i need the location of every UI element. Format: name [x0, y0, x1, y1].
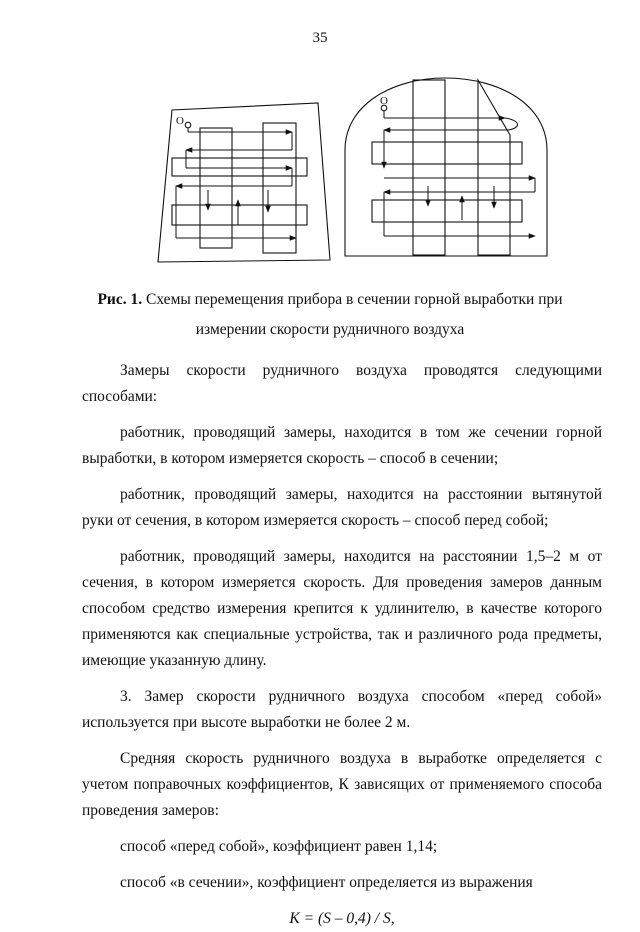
paragraph-4: работник, проводящий замеры, находится на расстоянии 1,5–2 м от сечения, в котором измеряется скорость. Для проведения замеров данным способом средство измерения крепится к удлинителю, в качестве которого применяются как специальные устройства, так и различного рода предметы, имеющие указанную длину.: [82, 548, 602, 669]
figure-measurement-schemes: [0, 0, 640, 280]
right-scheme: [345, 78, 547, 256]
right-origin-label: O: [380, 95, 388, 107]
paragraph-5: 3. Замер скорости рудничного воздуха способом «перед собой» используется при высоте выработки не более 2 м.: [82, 688, 602, 731]
left-origin-label: O: [176, 115, 184, 127]
right-band-2: [478, 80, 510, 255]
left-band-1: [200, 128, 232, 248]
arch-outline: [345, 78, 547, 256]
left-band-h2: [172, 205, 307, 225]
right-band-h2: [372, 200, 522, 222]
caption-label: Рис. 1.: [97, 291, 143, 308]
paragraph-7: способ «перед собой», коэффициент равен 1,14;: [120, 838, 438, 855]
paragraph-2: работник, проводящий замеры, находится в том же сечении горной выработки, в котором измеряется скорость – способ в сечении;: [82, 424, 602, 467]
right-path: [384, 110, 535, 236]
caption-text-line2: измерении скорости рудничного воздуха: [195, 321, 465, 338]
page-number: 35: [312, 30, 328, 46]
right-band-1: [413, 80, 445, 255]
figure-caption: [80, 285, 580, 345]
paragraph-6: Средняя скорость рудничного воздуха в выработке определяется с учетом поправочных коэффициентов, К зависящих от применяемого способа проведения замеров:: [82, 750, 602, 819]
paragraph-8: способ «в сечении», коэффициент определяется из выражения: [120, 874, 533, 891]
paragraph-1: Замеры скорости рудничного воздуха проводятся следующими способами:: [82, 362, 602, 405]
right-band-h1: [372, 142, 522, 164]
left-path: [176, 126, 296, 238]
left-origin-point: [185, 122, 191, 128]
left-band-h1: [172, 158, 307, 176]
body-text: [82, 358, 602, 932]
caption-text-line1: Схемы перемещения прибора в сечении горной выработки при: [142, 291, 563, 308]
paragraph-3: работник, проводящий замеры, находится на расстоянии вытянутой руки от сечения, в котором измеряется скорость – способ перед собой;: [82, 486, 602, 529]
left-band-2: [263, 123, 296, 253]
formula: K = (S – 0,4) / S,: [289, 910, 395, 927]
